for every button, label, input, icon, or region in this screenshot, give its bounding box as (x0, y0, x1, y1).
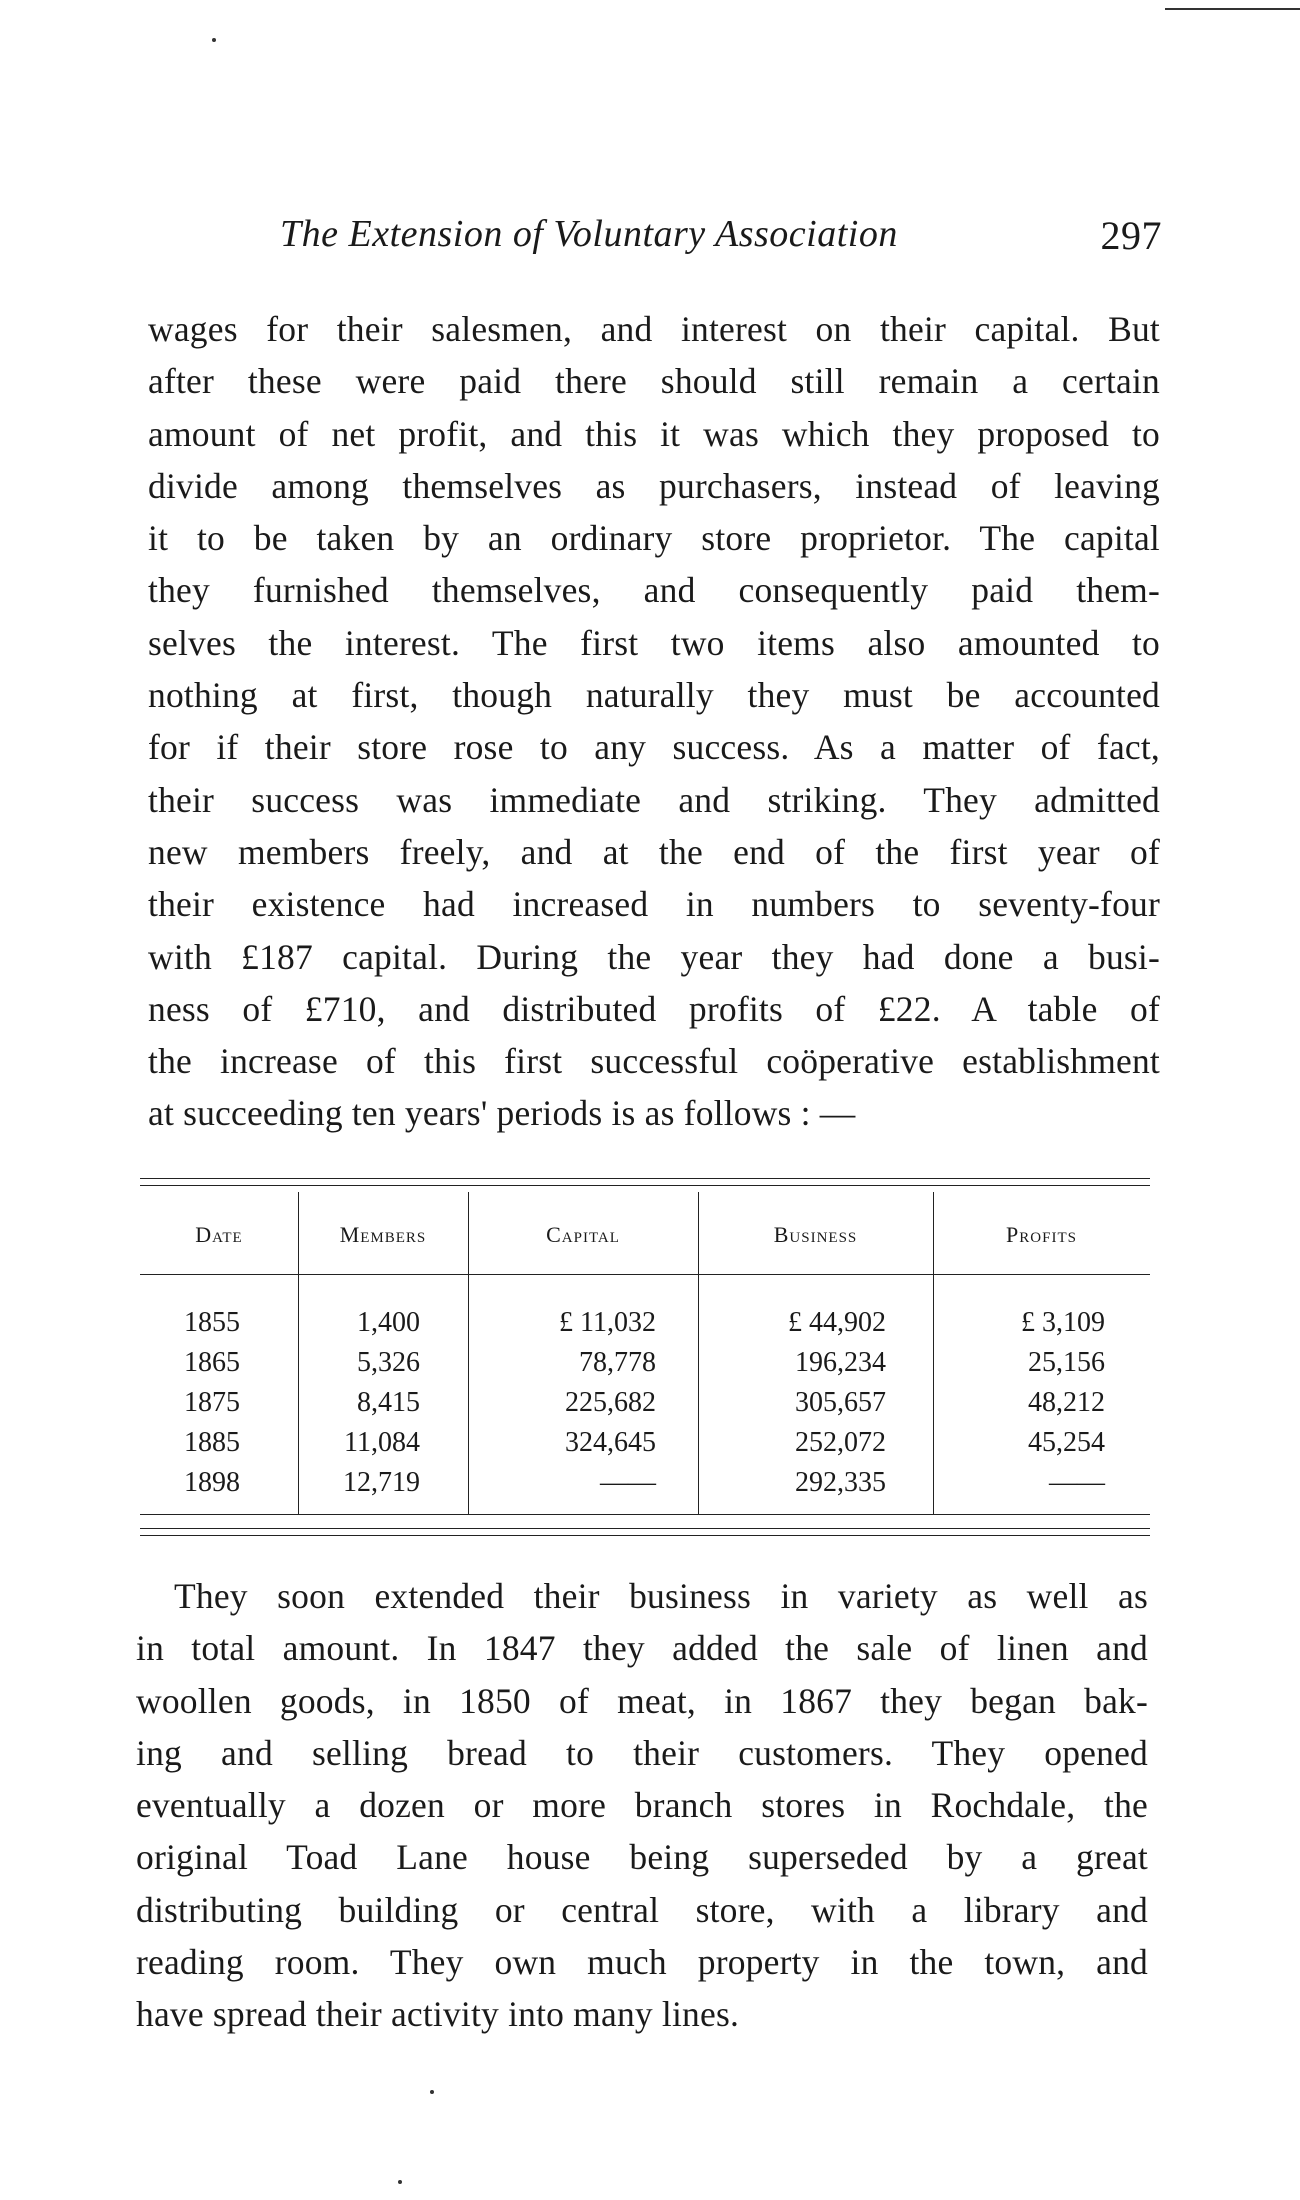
table-cell-members: 1,400 (357, 1307, 420, 1338)
table-cell-profits: 25,156 (1028, 1347, 1105, 1378)
table-cell-date: 1875 (184, 1387, 240, 1418)
column-header-capital: Capital (546, 1222, 620, 1247)
text-line: with £187 capital. During the year they had done a busi- (148, 936, 1160, 977)
table-cell-date: 1855 (184, 1307, 240, 1338)
text-line: woollen goods, in 1850 of meat, in 1867 they began bak- (136, 1680, 1148, 1721)
text-line: have spread their activity into many lines. (136, 1994, 740, 2035)
column-header-members: Members (339, 1222, 427, 1247)
text-line: amount of net profit, and this it was which they proposed to (148, 413, 1160, 454)
text-line: at succeeding ten years' periods is as follows : — (148, 1093, 856, 1134)
table-cell-business: £ 44,902 (788, 1307, 886, 1338)
text-line: they furnished themselves, and consequently paid them- (148, 570, 1160, 611)
text-line: wages for their salesmen, and interest on their capital. But (148, 309, 1160, 349)
page-edge-rule (1165, 8, 1300, 10)
table-cell-members: 12,719 (343, 1467, 420, 1498)
table-cell-business: 252,072 (795, 1427, 886, 1458)
paragraph-2 (136, 1570, 1148, 2041)
table-cell-date: 1885 (184, 1427, 240, 1458)
text-line: original Toad Lane house being superseded by a great (136, 1837, 1148, 1878)
table-cell-business: 196,234 (795, 1347, 886, 1378)
table-cell-members: 11,084 (344, 1427, 420, 1458)
paragraph-1 (148, 303, 1160, 1140)
text-line: for if their store rose to any success. As a matter of fact, (148, 727, 1160, 768)
text-line: nothing at first, though naturally they must be accounted (148, 675, 1160, 716)
table-body-rule (140, 1514, 1150, 1515)
table-top-rule (140, 1178, 1150, 1186)
print-speck (430, 2090, 434, 2094)
table-cell-business: 292,335 (795, 1467, 886, 1498)
text-line: They soon extended their business in variety as well as (174, 1576, 1148, 1616)
text-line: selves the interest. The first two items also amounted to (148, 622, 1160, 663)
text-line: ing and selling bread to their customers. They opened (136, 1732, 1148, 1773)
text-line: distributing building or central store, with a library and (136, 1889, 1148, 1930)
table-cell-capital: 324,645 (565, 1427, 656, 1458)
table-cell-date: 1865 (184, 1347, 240, 1378)
text-line: it to be taken by an ordinary store proprietor. The capital (148, 518, 1160, 559)
column-header-profits: Profits (1006, 1222, 1077, 1247)
text-line: new members freely, and at the end of the first year of (148, 831, 1160, 872)
table-cell-members: 5,326 (357, 1347, 420, 1378)
table-cell-capital: £ 11,032 (559, 1307, 656, 1338)
text-line: their existence had increased in numbers to seventy-four (148, 884, 1160, 925)
table-cell-profits: £ 3,109 (1021, 1307, 1105, 1338)
table-bottom-rule (140, 1528, 1150, 1536)
statistics-table (140, 1178, 1150, 1540)
table-cell-business: 305,657 (795, 1387, 886, 1418)
page-number: 297 (1100, 213, 1162, 258)
table-cell-profits: 45,254 (1028, 1427, 1105, 1458)
text-line: the increase of this first successful coöperative establishment (148, 1041, 1160, 1082)
table-cell-profits: —— (1049, 1467, 1105, 1498)
print-speck (398, 2180, 402, 2184)
column-header-business: Business (773, 1222, 858, 1247)
table-cell-date: 1898 (184, 1467, 240, 1498)
running-head-title: The Extension of Voluntary Association (280, 213, 898, 255)
text-line: after these were paid there should still remain a certain (148, 361, 1160, 402)
text-line: reading room. They own much property in the town, and (136, 1942, 1148, 1983)
table-header-rule (140, 1274, 1150, 1275)
table-cell-capital: 225,682 (565, 1387, 656, 1418)
print-speck (212, 38, 216, 42)
table-cell-profits: 48,212 (1028, 1387, 1105, 1418)
text-line: eventually a dozen or more branch stores in Rochdale, the (136, 1785, 1148, 1826)
table-cell-members: 8,415 (357, 1387, 420, 1418)
text-line: their success was immediate and striking. They admitted (148, 779, 1160, 820)
column-header-date: Date (195, 1222, 243, 1247)
table-cell-capital: 78,778 (579, 1347, 656, 1378)
text-line: divide among themselves as purchasers, instead of leaving (148, 465, 1160, 506)
text-line: ness of £710, and distributed profits of £22. A table of (148, 988, 1160, 1029)
table-cell-capital: —— (600, 1467, 656, 1498)
text-line: in total amount. In 1847 they added the sale of linen and (136, 1628, 1148, 1669)
running-head (280, 212, 1162, 272)
